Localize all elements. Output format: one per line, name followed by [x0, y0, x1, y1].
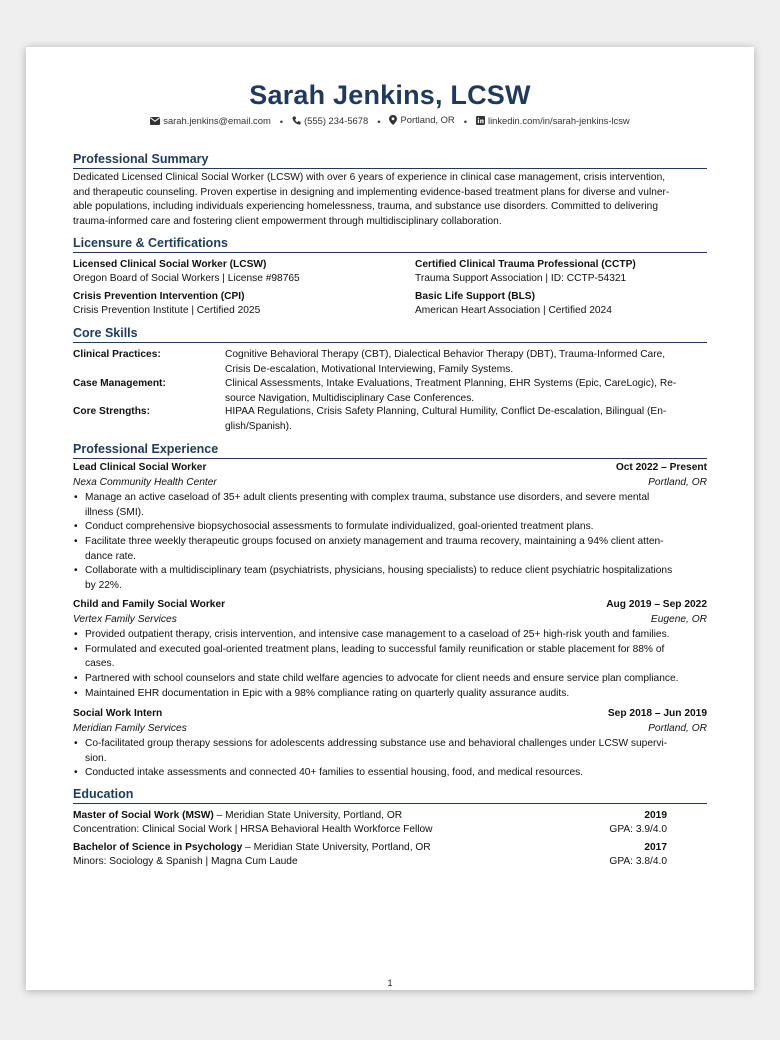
education-entry — [73, 841, 667, 869]
job-entry — [73, 598, 707, 701]
skill-label: Core Strengths: — [73, 406, 150, 417]
skill-line: glish/Spanish). — [225, 420, 292, 432]
bullet-line: Conduct comprehensive biopsychosocial assessments to formulate individualized, goal-oriented treatment plans. — [85, 521, 594, 533]
bullet-line: Maintained EHR documentation in Epic with a 98% compliance rating on quarterly quality assurance audits. — [85, 687, 570, 699]
job-org: Vertex Family Services — [73, 613, 177, 625]
bullet-mark: • — [74, 672, 78, 684]
job-location: Portland, OR — [648, 722, 707, 734]
education-entry — [73, 809, 667, 837]
cert-detail: Trauma Support Association | ID: CCTP-54321 — [415, 273, 627, 284]
cert-item — [73, 258, 300, 286]
job-bullets — [73, 491, 707, 593]
bullet-mark: • — [74, 565, 78, 577]
cert-item — [415, 258, 636, 286]
school: – Meridian State University, Portland, OR — [242, 842, 431, 853]
bullet-line: sion. — [85, 752, 107, 764]
separator: • — [377, 115, 381, 127]
cert-detail: American Heart Association | Certified 2024 — [415, 305, 612, 316]
bullet-mark: • — [74, 687, 78, 699]
summary-line: trauma-informed care and fostering client empowerment through multidisciplinary collaboration. — [73, 215, 502, 227]
bullet-mark: • — [74, 643, 78, 655]
candidate-name: Sarah Jenkins, LCSW — [249, 80, 531, 110]
map-pin-icon — [389, 115, 397, 125]
education-detail: Concentration: Clinical Social Work | HRSA Behavioral Health Workforce Fellow — [73, 824, 433, 835]
skill-line: Cognitive Behavioral Therapy (CBT), Dialectical Behavior Therapy (DBT), Trauma-Informed Care, — [225, 349, 666, 360]
skill-line: Crisis De-escalation, Motivational Interviewing, Family Systems. — [225, 363, 514, 375]
bullet-line: dance rate. — [85, 550, 136, 562]
job-bullet — [73, 672, 707, 687]
job-title: Social Work Intern — [73, 708, 163, 719]
contact-phone[interactable] — [292, 115, 368, 126]
job-bullet — [73, 687, 707, 702]
summary-line: able populations, including individuals experiencing homelessness, trauma, and substance use disorders. Committed to delivering — [73, 201, 658, 213]
skill-line: source Navigation, Multidisciplinary Case Conferences. — [225, 392, 475, 404]
job-bullet — [73, 491, 707, 520]
experience-heading: Professional Experience — [73, 442, 707, 459]
job-title: Lead Clinical Social Worker — [73, 462, 207, 473]
skill-value — [225, 405, 707, 434]
job-bullets — [73, 737, 707, 781]
bullet-line: cases. — [85, 658, 115, 670]
envelope-icon — [150, 117, 160, 125]
contact-location — [389, 114, 454, 125]
cert-detail: Oregon Board of Social Workers | License #98765 — [73, 273, 300, 284]
job-bullet — [73, 766, 707, 781]
skill-label: Clinical Practices: — [73, 349, 161, 360]
job-bullet — [73, 628, 707, 643]
skill-value — [225, 377, 707, 406]
education-heading: Education — [73, 787, 707, 804]
bullet-mark: • — [74, 738, 78, 750]
cert-title: Crisis Prevention Intervention (CPI) — [73, 291, 245, 302]
school: – Meridian State University, Portland, OR — [213, 810, 403, 821]
job-location: Portland, OR — [648, 476, 707, 488]
linkedin-text: linkedin.com/in/sarah-jenkins-lcsw — [487, 114, 630, 126]
phone-text: (555) 234-5678 — [304, 114, 369, 126]
skills-heading: Core Skills — [73, 326, 707, 343]
bullet-mark: • — [74, 492, 78, 504]
contact-email[interactable] — [150, 115, 270, 126]
job-dates: Aug 2019 – Sep 2022 — [606, 599, 707, 610]
job-org: Nexa Community Health Center — [73, 476, 217, 488]
job-location: Eugene, OR — [650, 613, 707, 625]
separator: • — [463, 115, 467, 127]
job-entry — [73, 461, 707, 593]
skill-label: Case Management: — [73, 378, 166, 389]
bullet-mark: • — [74, 629, 78, 641]
bullet-line: Facilitate three weekly therapeutic groups focused on anxiety management and trauma recovery, maintaining a 94% client atten- — [85, 535, 664, 547]
summary-line: and therapeutic counseling. Proven expertise in designing and implementing evidence-based treatment plans for diverse and vulner- — [73, 186, 670, 198]
bullet-line: illness (SMI). — [85, 506, 144, 518]
certifications-heading: Licensure & Certifications — [73, 236, 707, 253]
job-bullet — [73, 564, 707, 593]
job-bullet — [73, 737, 707, 766]
skill-line: HIPAA Regulations, Crisis Safety Planning, Cultural Humility, Conflict De-escalation, Bilingual (En- — [225, 406, 667, 417]
bullet-line: Provided outpatient therapy, crisis intervention, and intensive case management to a caseload of 25+ high-risk youth and families. — [85, 629, 670, 641]
summary-heading: Professional Summary — [73, 152, 707, 169]
cert-item — [415, 290, 612, 318]
job-dates: Sep 2018 – Jun 2019 — [607, 708, 707, 719]
cert-title: Basic Life Support (BLS) — [415, 291, 535, 302]
bullet-mark: • — [74, 767, 78, 779]
linkedin-icon — [476, 116, 485, 125]
job-bullets — [73, 628, 707, 701]
contact-line — [73, 114, 707, 127]
cert-title: Certified Clinical Trauma Professional (CCTP) — [415, 259, 636, 270]
contact-linkedin[interactable] — [476, 115, 630, 126]
grad-year: 2017 — [644, 842, 667, 853]
education-detail: Minors: Sociology & Spanish | Magna Cum Laude — [73, 856, 298, 867]
job-bullet — [73, 520, 707, 535]
job-org: Meridian Family Services — [73, 722, 187, 734]
location-text: Portland, OR — [400, 114, 455, 125]
resume-page — [26, 47, 754, 990]
job-bullet — [73, 535, 707, 564]
email-text: sarah.jenkins@email.com — [163, 115, 271, 126]
cert-item — [73, 290, 260, 318]
job-bullet — [73, 643, 707, 672]
degree: Master of Social Work (MSW) — [73, 810, 214, 821]
bullet-line: Formulated and executed goal-oriented treatment plans, leading to successful family reunification or stable placement for 88% of — [85, 643, 665, 655]
summary-line: Dedicated Licensed Clinical Social Worker (LCSW) with over 6 years of experience in clinical case management, crisis intervention, — [73, 172, 666, 183]
cert-detail: Crisis Prevention Institute | Certified 2025 — [73, 305, 261, 316]
bullet-mark: • — [74, 521, 78, 533]
job-entry — [73, 707, 707, 781]
skill-line: Clinical Assessments, Intake Evaluations, Treatment Planning, EHR Systems (Epic, CareLogic), Re- — [225, 378, 677, 389]
bullet-line: Collaborate with a multidisciplinary team (psychiatrists, physicians, housing specialists) to reduce client psychiatric hospitalizations — [85, 565, 673, 577]
separator: • — [279, 115, 284, 127]
degree: Bachelor of Science in Psychology — [73, 842, 243, 853]
bullet-line: by 22%. — [85, 579, 122, 591]
gpa: GPA: 3.9/4.0 — [609, 824, 667, 835]
bullet-mark: • — [74, 535, 78, 547]
grad-year: 2019 — [644, 810, 667, 821]
skill-value — [225, 348, 707, 377]
bullet-line: Conducted intake assessments and connected 40+ families to essential housing, food, and medical resources. — [85, 767, 584, 779]
gpa: GPA: 3.8/4.0 — [609, 856, 667, 867]
phone-icon — [292, 116, 301, 125]
job-title: Child and Family Social Worker — [73, 599, 226, 610]
job-dates: Oct 2022 – Present — [615, 462, 707, 473]
cert-title: Licensed Clinical Social Worker (LCSW) — [73, 259, 267, 270]
bullet-line: Partnered with school counselors and state child welfare agencies to advocate for client needs and ensure service plan compliance. — [85, 672, 679, 684]
bullet-line: Co-facilitated group therapy sessions for adolescents addressing substance use and behavioral challenges under LCSW supervi- — [85, 738, 668, 750]
page-number: 1 — [387, 978, 393, 988]
bullet-line: Manage an active caseload of 35+ adult clients presenting with complex trauma, substance use disorders, and severe mental — [85, 492, 650, 504]
summary-text — [73, 171, 707, 229]
